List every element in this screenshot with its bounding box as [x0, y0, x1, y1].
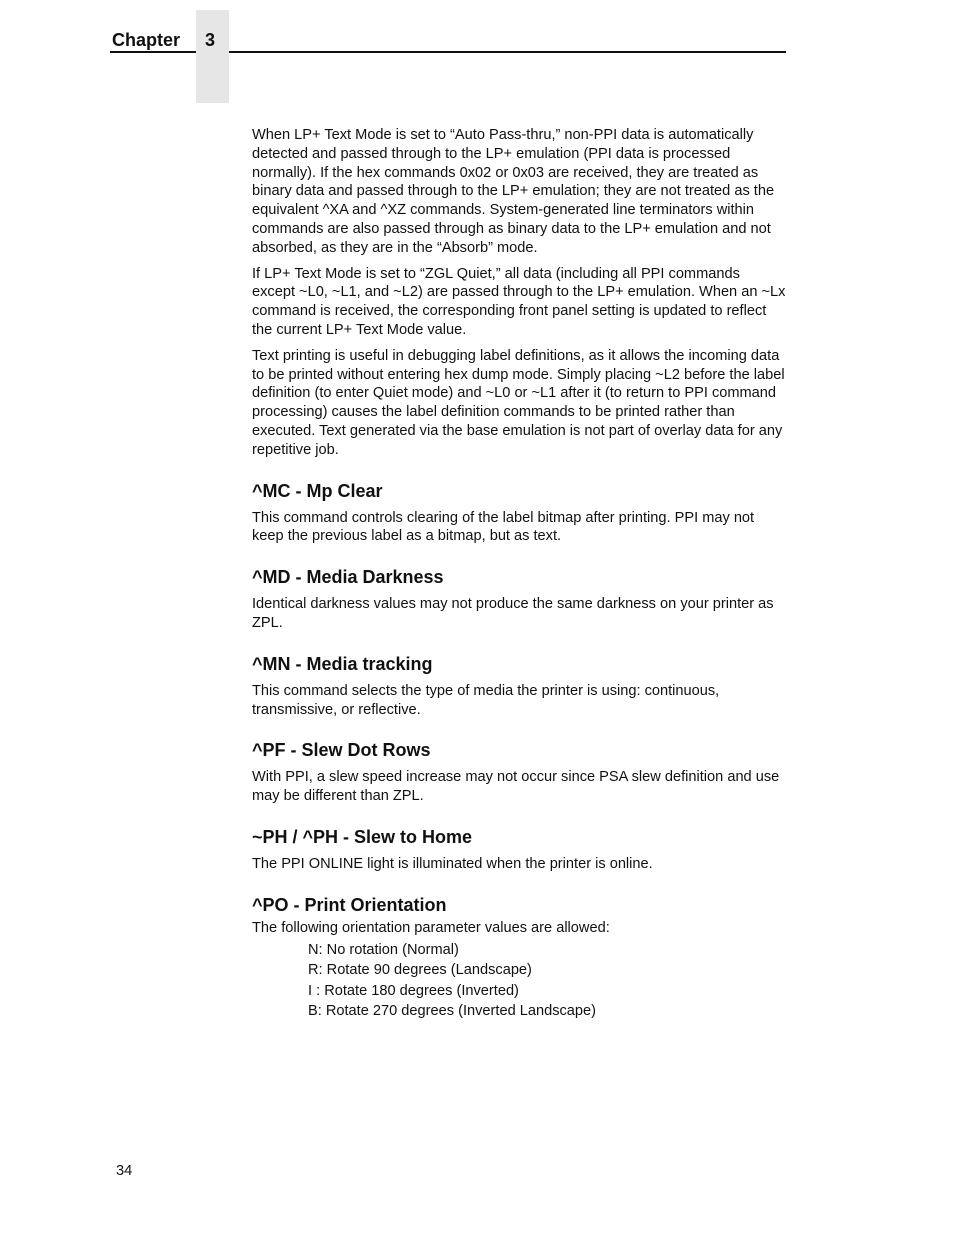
intro-paragraph: If LP+ Text Mode is set to “ZGL Quiet,” all data (including all PPI commands except ~L0, ~L1, and ~L2) are passed through to the LP+ emulation. When an ~Lx command is received, the corresponding front panel setting is updated to reflect the current LP+ Text Mode value. [252, 265, 786, 338]
section-body: This command selects the type of media the printer is using: continuous, transmissive, or reflective. [252, 682, 720, 718]
orientation-option: I : Rotate 180 degrees (Inverted) [308, 982, 519, 999]
section-ph-slew-to-home [252, 826, 786, 874]
section-mn-media-tracking [252, 653, 786, 720]
section-body: The following orientation parameter values are allowed: [252, 919, 610, 936]
section-heading: ^MC - Mp Clear [252, 480, 383, 501]
section-body: This command controls clearing of the label bitmap after printing. PPI may not keep the previous label as a bitmap, but as text. [252, 509, 755, 545]
section-heading: ~PH / ^PH - Slew to Home [252, 826, 473, 847]
orientation-option: N: No rotation (Normal) [308, 941, 459, 958]
page-content [252, 126, 786, 1022]
chapter-label: Chapter [112, 30, 181, 50]
section-md-media-darkness [252, 566, 786, 633]
section-pf-slew-dot-rows [252, 739, 786, 806]
section-po-print-orientation [252, 894, 786, 1022]
chapter-rule-left [110, 51, 196, 53]
section-heading: ^MN - Media tracking [252, 653, 433, 674]
orientation-option: B: Rotate 270 degrees (Inverted Landscape) [308, 1003, 597, 1020]
section-heading: ^MD - Media Darkness [252, 567, 444, 588]
section-body: The PPI ONLINE light is illuminated when the printer is online. [252, 855, 653, 872]
orientation-options-list [252, 940, 786, 1022]
orientation-option: R: Rotate 90 degrees (Landscape) [308, 962, 532, 979]
section-heading: ^PO - Print Orientation [252, 894, 447, 915]
chapter-number: 3 [205, 30, 216, 50]
section-heading: ^PF - Slew Dot Rows [252, 740, 431, 761]
intro-paragraph: Text printing is useful in debugging label definitions, as it allows the incoming data to be printed without entering hex dump mode. Simply placing ~L2 before the label definition (to enter Quiet mode) and ~L0 or ~L1 after it (to return to PPI command processing) causes the label definition commands to be printed rather than executed. Text generated via the base emulation is not part of overlay data for any repetitive job. [252, 347, 785, 458]
page-number: 34 [116, 1163, 133, 1179]
section-body: With PPI, a slew speed increase may not occur since PSA slew definition and use may be different than ZPL. [252, 769, 780, 805]
intro-paragraph: When LP+ Text Mode is set to “Auto Pass-thru,” non-PPI data is automatically detected and passed through to the LP+ emulation (PPI data is processed normally). If the hex commands 0x02 or 0x03 are received, they are treated as binary data and passed through to the LP+ emulation; they are not treated as the equivalent ^XA and ^XZ commands. System-generated line terminators within commands are also passed through as binary data to the LP+ emulation and not absorbed, as they are in the “Absorb” mode. [252, 127, 775, 256]
section-body: Identical darkness values may not produce the same darkness on your printer as ZPL. [252, 596, 774, 631]
section-mc-mp-clear [252, 480, 786, 547]
chapter-rule-right [229, 51, 786, 53]
chapter-tab [196, 10, 229, 103]
